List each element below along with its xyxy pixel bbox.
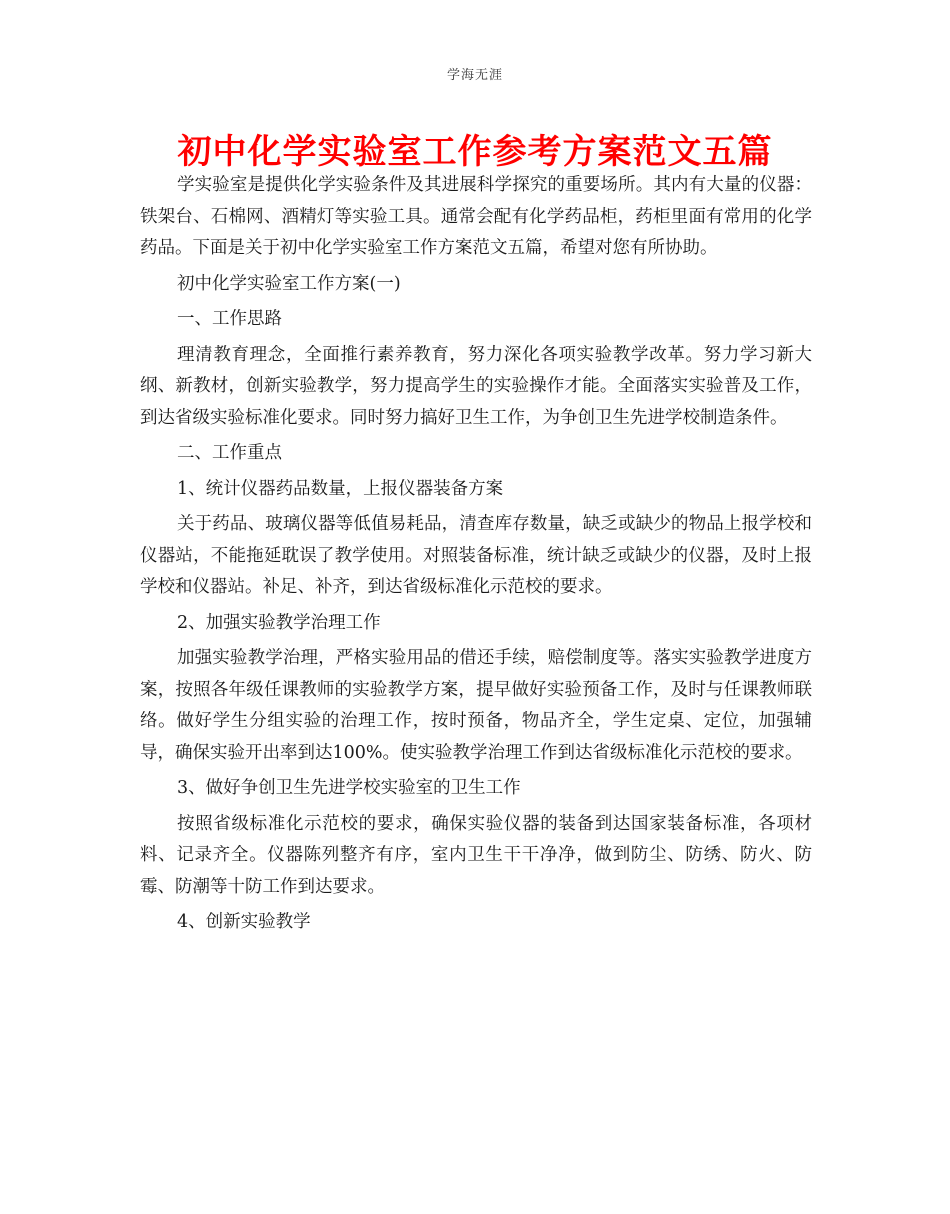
body-paragraph: 理清教育理念，全面推行素养教育，努力深化各项实验教学改革。努力学习新大纲、新教材，创新实验教学，努力提高学生的实验操作才能。全面落实实验普及工作，到达省级实验标准化要求。同时努力搞好卫生工作，为争创卫生先进学校制造条件。	[140, 344, 812, 428]
page-header-note: 学海无涯	[446, 68, 503, 83]
subheading-item-1: 1、统计仪器药品数量，上报仪器装备方案	[177, 478, 504, 499]
body-paragraph: 关于药品、玻璃仪器等低值易耗品，清查库存数量，缺乏或缺少的物品上报学校和仪器站，不能拖延耽误了教学使用。对照装备标准，统计缺乏或缺少的仪器，及时上报学校和仪器站。补足、补齐，到达省级标准化示范校的要求。	[140, 514, 812, 597]
section-heading-work-ideas: 一、工作思路	[177, 309, 282, 329]
body-paragraph: 加强实验教学治理，严格实验用品的借还手续，赔偿制度等。落实实验教学进度方案，按照各年级任课教师的实验教学方案，提早做好实验预备工作，及时与任课教师联络。做好学生分组实验的治理工作，按时预备，物品齐全，学生定桌、定位，加强辅导，确保实验开出率到达100%。使实验教学治理工作到达省级标准化示范校的要求。	[140, 648, 812, 763]
document-title: 初中化学实验室工作参考方案范文五篇	[177, 132, 773, 172]
document-body	[140, 170, 812, 943]
intro-paragraph: 学实验室是提供化学实验条件及其进展科学探究的重要场所。其内有大量的仪器：铁架台、石棉网、酒精灯等实验工具。通常会配有化学药品柜，药柜里面有常用的化学药品。下面是关于初中化学实验室工作方案范文五篇，希望对您有所协助。	[140, 175, 812, 258]
subheading-item-3: 3、做好争创卫生先进学校实验室的卫生工作	[177, 778, 521, 798]
subheading-item-4: 4、创新实验教学	[177, 912, 311, 932]
section-heading-plan-one: 初中化学实验室工作方案(一)	[177, 273, 401, 294]
section-heading-work-focus: 二、工作重点	[177, 443, 282, 463]
subheading-item-2: 2、加强实验教学治理工作	[177, 612, 381, 633]
body-paragraph: 按照省级标准化示范校的要求，确保实验仪器的装备到达国家装备标准，各项材料、记录齐全。仪器陈列整齐有序，室内卫生干干净净，做到防尘、防绣、防火、防霉、防潮等十防工作到达要求。	[140, 813, 812, 897]
